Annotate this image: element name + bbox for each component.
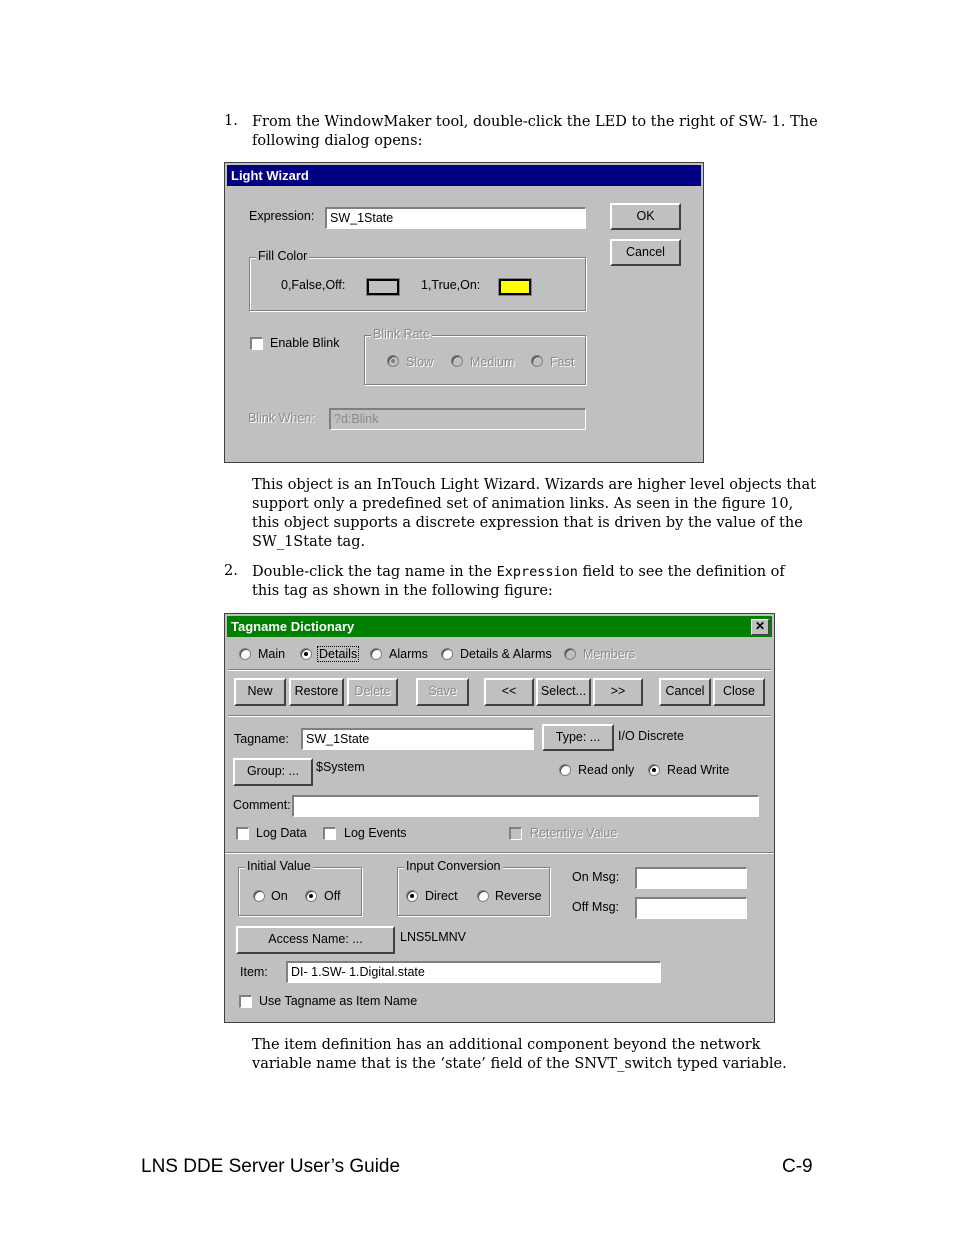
alarms-radio[interactable] <box>370 648 382 660</box>
step-text-line: this tag as shown in the following figure: <box>252 583 553 599</box>
access-name-button[interactable]: Access Name: ... <box>236 926 395 954</box>
members-radio[interactable] <box>564 648 576 660</box>
log-data-label: Log Data <box>256 826 307 840</box>
previous-button[interactable]: << <box>484 678 534 706</box>
reverse-label: Reverse <box>495 889 542 903</box>
type-button[interactable]: Type: ... <box>542 724 614 751</box>
enable-blink-checkbox[interactable] <box>250 337 263 350</box>
log-events-label: Log Events <box>344 826 407 840</box>
close-button[interactable]: Close <box>713 678 765 706</box>
divider <box>228 669 771 671</box>
input-conversion-label: Input Conversion <box>406 859 501 873</box>
true-color-label: 1,True,On: <box>421 278 481 292</box>
direct-label: Direct <box>425 889 458 903</box>
access-name-value: LNS5LMNV <box>400 930 466 944</box>
medium-radio[interactable] <box>451 355 463 367</box>
fast-radio[interactable] <box>531 355 543 367</box>
tagname-dictionary-dialog <box>224 613 775 1023</box>
step-number: 2. <box>224 563 238 579</box>
cancel-button[interactable]: Cancel <box>659 678 711 706</box>
type-value: I/O Discrete <box>618 729 684 743</box>
off-msg-input[interactable] <box>635 897 747 919</box>
paragraph-line: support only a predefined set of animation links. As seen in the figure 10, <box>252 496 794 512</box>
ok-button[interactable]: OK <box>610 203 681 230</box>
expression-label: Expression: <box>249 209 315 223</box>
item-label: Item: <box>240 965 268 979</box>
blink-when-input[interactable]: ?d:Blink <box>329 408 586 430</box>
select-button[interactable]: Select... <box>536 678 591 706</box>
main-radio[interactable] <box>239 648 251 660</box>
false-color-swatch[interactable] <box>367 279 399 295</box>
main-label: Main <box>258 647 286 661</box>
initial-value-label: Initial Value <box>247 859 311 873</box>
members-label: Members <box>583 647 636 661</box>
initial-on-radio[interactable] <box>253 890 265 902</box>
step-text-line: following dialog opens: <box>252 133 423 149</box>
paragraph-line: SW_1State tag. <box>252 534 366 550</box>
tagname-input[interactable]: SW_1State <box>301 728 534 750</box>
dialog-title: Light Wizard <box>227 165 701 186</box>
medium-label: Medium <box>470 355 515 369</box>
cancel-button[interactable]: Cancel <box>610 239 681 266</box>
use-tagname-label: Use Tagname as Item Name <box>259 994 418 1008</box>
on-msg-label: On Msg: <box>572 870 620 884</box>
retentive-value-checkbox[interactable] <box>509 827 522 840</box>
close-icon[interactable]: ✕ <box>751 619 769 635</box>
paragraph-line: The item definition has an additional component beyond the network <box>252 1037 761 1053</box>
initial-on-label: On <box>271 889 288 903</box>
description-paragraph <box>252 476 832 552</box>
item-input[interactable]: DI- 1.SW- 1.Digital.state <box>286 961 661 983</box>
input-conversion-group <box>397 859 550 916</box>
initial-off-label: Off <box>324 889 341 903</box>
step-text <box>252 563 832 601</box>
details-radio[interactable] <box>300 648 312 660</box>
tagname-label: Tagname: <box>234 732 289 746</box>
step-text-part: Double-click the tag name in the <box>252 564 497 580</box>
retentive-value-label: Retentive Value <box>530 826 618 840</box>
new-button[interactable]: New <box>234 678 286 706</box>
next-button[interactable]: >> <box>593 678 643 706</box>
log-data-checkbox[interactable] <box>236 827 249 840</box>
step-text <box>252 113 832 151</box>
slow-label: Slow <box>406 355 434 369</box>
read-only-label: Read only <box>578 763 635 777</box>
page-number: C-9 <box>782 1156 813 1177</box>
save-button[interactable]: Save <box>416 678 469 706</box>
paragraph-line: variable name that is the ‘state’ field of the SNVT_switch typed variable. <box>252 1056 787 1072</box>
paragraph-line: This object is an InTouch Light Wizard. Wizards are higher level objects that <box>252 477 816 493</box>
code-term: Expression <box>496 564 578 580</box>
light-wizard-dialog <box>224 162 704 463</box>
group-value: $System <box>316 760 365 774</box>
fast-label: Fast <box>550 355 575 369</box>
blink-rate-group <box>364 327 586 385</box>
dialog-title: Tagname Dictionary <box>227 616 772 637</box>
step-text-line <box>252 563 832 582</box>
blink-rate-label: Blink Rate <box>373 327 430 341</box>
description-paragraph <box>252 1036 832 1074</box>
comment-label: Comment: <box>233 798 291 812</box>
log-events-checkbox[interactable] <box>323 827 336 840</box>
step-text-line: From the WindowMaker tool, double-click the LED to the right of SW- 1. The <box>252 114 818 130</box>
alarms-label: Alarms <box>389 647 428 661</box>
direct-radio[interactable] <box>406 890 418 902</box>
divider <box>225 852 774 854</box>
enable-blink-label: Enable Blink <box>270 336 340 350</box>
slow-radio[interactable] <box>387 355 399 367</box>
group-button[interactable]: Group: ... <box>233 758 313 786</box>
footer-title: LNS DDE Server User’s Guide <box>141 1156 401 1177</box>
delete-button[interactable]: Delete <box>347 678 398 706</box>
false-color-label: 0,False,Off: <box>281 278 346 292</box>
step-text-part: field to see the definition of <box>577 564 785 580</box>
read-only-radio[interactable] <box>559 764 571 776</box>
reverse-radio[interactable] <box>477 890 489 902</box>
paragraph-line: this object supports a discrete expression that is driven by the value of the <box>252 515 803 531</box>
step-number: 1. <box>224 113 238 129</box>
fill-color-group <box>249 249 586 311</box>
fill-color-label: Fill Color <box>258 249 308 263</box>
off-msg-label: Off Msg: <box>572 900 620 914</box>
blink-when-label: Blink When: <box>248 411 315 425</box>
comment-input[interactable] <box>292 795 759 817</box>
details-label: Details <box>319 647 358 661</box>
read-write-label: Read Write <box>667 763 730 777</box>
true-color-swatch[interactable] <box>499 279 531 295</box>
details-alarms-radio[interactable] <box>441 648 453 660</box>
initial-value-group <box>238 859 362 916</box>
initial-off-radio[interactable] <box>305 890 317 902</box>
read-write-radio[interactable] <box>648 764 660 776</box>
expression-input[interactable]: SW_1State <box>325 207 586 229</box>
on-msg-input[interactable] <box>635 867 747 889</box>
restore-button[interactable]: Restore <box>289 678 344 706</box>
use-tagname-checkbox[interactable] <box>239 995 252 1008</box>
details-alarms-label: Details & Alarms <box>460 647 552 661</box>
divider <box>228 715 771 717</box>
